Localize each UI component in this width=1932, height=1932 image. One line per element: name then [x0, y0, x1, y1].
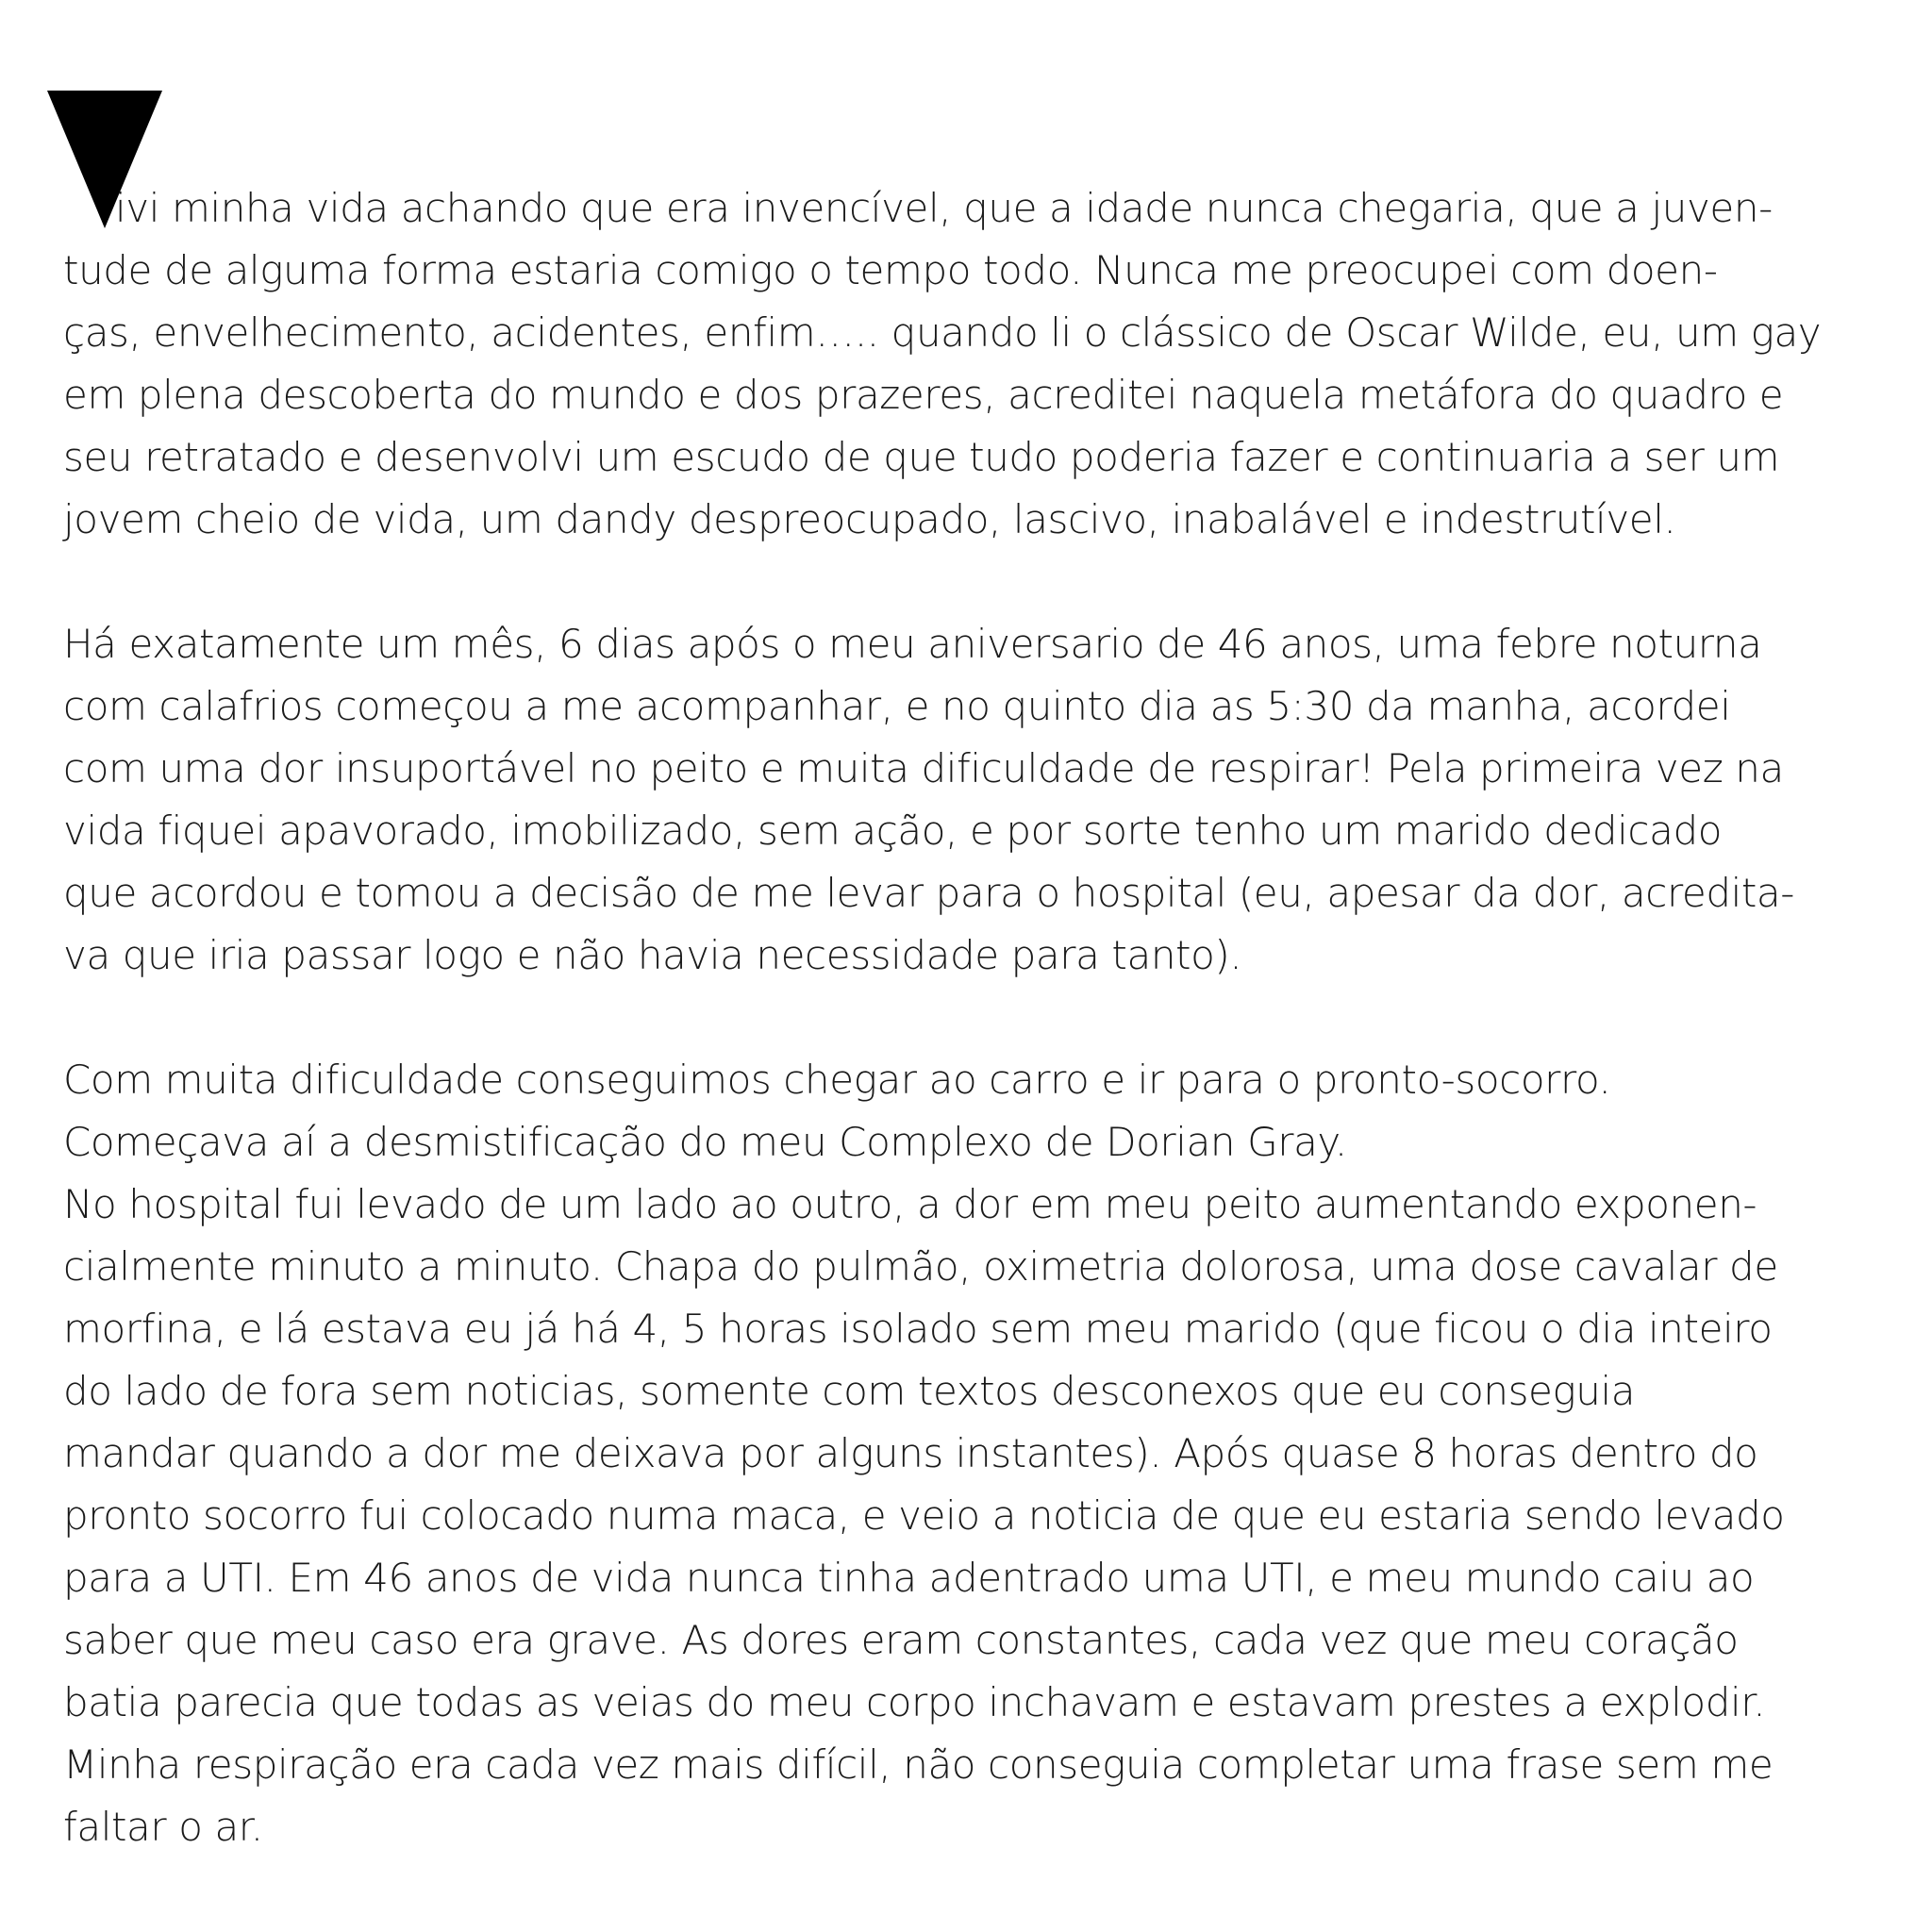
text-line: Com muita dificuldade conseguimos chegar ao carro e ir para o pronto-socorro.	[63, 1057, 1611, 1103]
text-line: em plena descoberta do mundo e dos prazeres, acreditei naquela metáfora do quadro e	[63, 372, 1784, 418]
text-line: ivi minha vida achando que era invencível, que a idade nunca chegaria, que a juven-	[115, 185, 1773, 231]
text-line: batia parecia que todas as veias do meu corpo inchavam e estavam prestes a explodir.	[63, 1679, 1766, 1725]
text-line: mandar quando a dor me deixava por alguns instantes). Após quase 8 horas dentro do	[63, 1430, 1758, 1476]
text-line: Começava aí a desmistificação do meu Complexo de Dorian Gray.	[63, 1119, 1347, 1165]
text-line: ças, envelhecimento, acidentes, enfim….. quando li o clássico de Oscar Wilde, eu, um gay	[63, 309, 1822, 356]
text-line: saber que meu caso era grave. As dores eram constantes, cada vez que meu coração	[63, 1617, 1739, 1663]
text-line: para a UTI. Em 46 anos de vida nunca tinha adentrado uma UTI, e meu mundo caiu ao	[63, 1555, 1755, 1601]
text-line: No hospital fui levado de um lado ao outro, a dor em meu peito aumentando exponen-	[63, 1181, 1757, 1227]
text-line: vida fiquei apavorado, imobilizado, sem ação, e por sorte tenho um marido dedicado	[63, 808, 1723, 854]
text-line: seu retratado e desenvolvi um escudo de que tudo poderia fazer e continuaria a ser um	[63, 434, 1780, 480]
text-line: cialmente minuto a minuto. Chapa do pulmão, oximetria dolorosa, uma dose cavalar de	[63, 1243, 1778, 1290]
text-line: jovem cheio de vida, um dandy despreocupado, lascivo, inabalável e indestrutível.	[63, 496, 1676, 542]
text-line: Há exatamente um mês, 6 dias após o meu aniversario de 46 anos, uma febre noturna	[63, 621, 1762, 667]
text-line: faltar o ar.	[63, 1804, 263, 1850]
text-line: morfina, e lá estava eu já há 4, 5 horas isolado sem meu marido (que ficou o dia inteiro	[63, 1306, 1773, 1352]
text-line: do lado de fora sem noticias, somente com textos desconexos que eu conseguia	[63, 1368, 1636, 1414]
text-line: tude de alguma forma estaria comigo o tempo todo. Nunca me preocupei com doen-	[63, 247, 1718, 293]
text-line: que acordou e tomou a decisão de me levar para o hospital (eu, apesar da dor, acredita-	[63, 870, 1795, 916]
text-line: com calafrios começou a me acompanhar, e no quinto dia as 5:30 da manha, acordei	[63, 683, 1731, 729]
text-line: Minha respiração era cada vez mais difícil, não conseguia completar uma frase sem me	[63, 1741, 1774, 1788]
text-line: pronto socorro fui colocado numa maca, e veio a noticia de que eu estaria sendo levado	[63, 1492, 1785, 1539]
text-line: com uma dor insuportável no peito e muita dificuldade de respirar! Pela primeira vez na	[63, 745, 1784, 791]
text-line: va que iria passar logo e não havia necessidade para tanto).	[63, 932, 1242, 978]
